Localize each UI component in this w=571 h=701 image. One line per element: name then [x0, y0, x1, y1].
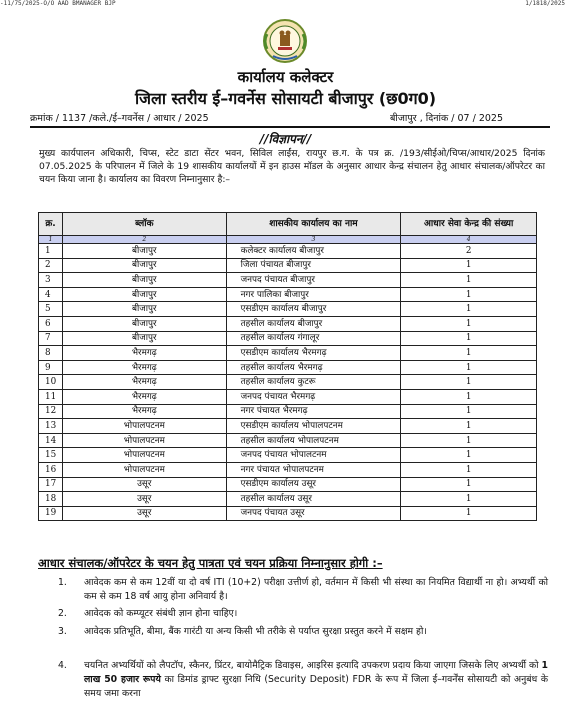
table-row: [39, 462, 537, 477]
serial-cell: 18: [39, 492, 63, 507]
serial-cell: 15: [39, 448, 63, 463]
criterion-number: 1.: [58, 577, 67, 588]
table-row: [39, 492, 537, 507]
serial-cell: 19: [39, 506, 63, 521]
serial-cell: 2: [39, 258, 63, 273]
security-amount: 1 लाख 50 हजार रूपये: [84, 660, 549, 685]
office-name-cell: एसडीएम कार्यालय भैरमगढ़: [226, 346, 401, 361]
intro-paragraph: मुख्य कार्यपालन अधिकारी, चिप्स, स्टेट डाटा सेंटर भवन, सिविल लाईंस, रायपुर छ.ग. के पत्र क्र. /193/सीईओ/चिप्स/आधार/2025 दिनांक 07.05.2025 के परिपालन में जिले के 19 शासकीय कार्यालयों में इन हाउस मॉडल के अनुसार आधार केन्द्र संचालन हेतु आधार संचालक/ऑपरेटर का चयन किया जाना है। कार्यालय का विवरण निम्नानुसार है:–: [39, 148, 545, 185]
serial-cell: 10: [39, 375, 63, 390]
block-cell: भैरमगढ़: [62, 375, 226, 390]
table-row: [39, 433, 537, 448]
table-row: [39, 258, 537, 273]
criterion-item: [58, 659, 548, 701]
column-number: 3: [226, 236, 401, 244]
block-cell: बीजापुर: [62, 287, 226, 302]
office-name-cell: कलेक्टर कार्यालय बीजापुर: [226, 244, 401, 259]
office-name-cell: एसडीएम कार्यालय बीजापुर: [226, 302, 401, 317]
table-row: [39, 404, 537, 419]
center-count-cell: 1: [401, 258, 537, 273]
block-cell: बीजापुर: [62, 302, 226, 317]
table-body: [39, 244, 537, 521]
table-row: [39, 287, 537, 302]
serial-cell: 4: [39, 287, 63, 302]
table-row: [39, 375, 537, 390]
criterion-number: 2.: [58, 608, 67, 619]
office-name-cell: जनपद पंचायत भोपालटनम: [226, 448, 401, 463]
serial-cell: 12: [39, 404, 63, 419]
block-cell: बीजापुर: [62, 273, 226, 288]
serial-cell: 16: [39, 462, 63, 477]
center-count-cell: 1: [401, 273, 537, 288]
block-cell: भैरमगढ़: [62, 360, 226, 375]
office-name-cell: जनपद पंचायत बीजापुर: [226, 273, 401, 288]
state-emblem-icon: [259, 18, 311, 64]
center-count-cell: 1: [401, 433, 537, 448]
office-name-cell: नगर पंचायत भोपालपटनम: [226, 462, 401, 477]
center-count-cell: 1: [401, 302, 537, 317]
office-name-cell: नगर पालिका बीजापुर: [226, 287, 401, 302]
block-cell: उसूर: [62, 477, 226, 492]
block-cell: भोपालपटनम: [62, 462, 226, 477]
office-name-cell: तहसील कार्यालय गंगालूर: [226, 331, 401, 346]
block-cell: भैरमगढ़: [62, 404, 226, 419]
serial-cell: 7: [39, 331, 63, 346]
criterion-text: आवेदक कम से कम 12वीं या दो वर्ष ITI (10+2) परीक्षा उत्तीर्ण हो, वर्तमान में किसी भी संस्था का नियमित विद्यार्थी ना हो। अभ्यर्थी को कम से कम 18 वर्ष आयु होना अनिवार्य है।: [84, 577, 548, 602]
serial-cell: 1: [39, 244, 63, 259]
criterion-text: आवेदक को कम्प्यूटर संबंधी ज्ञान होना चाहिए।: [84, 608, 238, 619]
serial-cell: 8: [39, 346, 63, 361]
file-ref-top-left: -11/75/2025-O/O AAD BMANAGER BJP: [0, 0, 116, 7]
office-name-cell: तहसील कार्यालय भैरमगढ़: [226, 360, 401, 375]
block-cell: बीजापुर: [62, 331, 226, 346]
center-count-cell: 1: [401, 404, 537, 419]
block-cell: बीजापुर: [62, 258, 226, 273]
office-name-cell: तहसील कार्यालय बीजापुर: [226, 316, 401, 331]
column-number-row: [39, 236, 537, 244]
office-name-cell: तहसील कार्यालय कुटरू: [226, 375, 401, 390]
table-row: [39, 302, 537, 317]
block-cell: भैरमगढ़: [62, 346, 226, 361]
header-block: ब्लॉक: [62, 213, 226, 236]
office-name-cell: तहसील कार्यालय भोपालपटनम: [226, 433, 401, 448]
serial-cell: 11: [39, 389, 63, 404]
eligibility-heading: आधार संचालक/ऑपरेटर के चयन हेतु पात्रता एवं चयन प्रक्रिया निम्नानुसार होगी :–: [38, 556, 383, 570]
criterion-item: [58, 625, 548, 639]
table-row: [39, 506, 537, 521]
office-name-cell: जनपद पंचायत उसूर: [226, 506, 401, 521]
serial-cell: 9: [39, 360, 63, 375]
center-count-cell: 2: [401, 244, 537, 259]
table-row: [39, 389, 537, 404]
table-row: [39, 448, 537, 463]
center-count-cell: 1: [401, 506, 537, 521]
table-row: [39, 331, 537, 346]
block-cell: उसूर: [62, 506, 226, 521]
block-cell: भोपालपटनम: [62, 419, 226, 434]
table-row: [39, 273, 537, 288]
office-table: [38, 212, 537, 521]
center-count-cell: 1: [401, 287, 537, 302]
center-count-cell: 1: [401, 375, 537, 390]
notice-title: //विज्ञापन//: [259, 132, 312, 146]
table-row: [39, 477, 537, 492]
block-cell: भैरमगढ़: [62, 389, 226, 404]
reference-date: बीजापुर , दिनांक / 07 / 2025: [390, 113, 504, 124]
organization-title: जिला स्तरीय ई–गवर्नेस सोसायटी बीजापुर (छ0ग0): [134, 89, 437, 108]
column-number: 1: [39, 236, 63, 244]
column-number: 4: [401, 236, 537, 244]
table-row: [39, 316, 537, 331]
criterion-item: [58, 576, 548, 604]
serial-cell: 17: [39, 477, 63, 492]
criterion-text: आवेदक प्रतिभूति, बीमा, बैंक गारंटी या अन्य किसी भी तरीके से पर्याप्त सुरक्षा प्रस्तुत करने में सक्षम हो।: [84, 626, 427, 637]
center-count-cell: 1: [401, 346, 537, 361]
header-serial: क्र.: [39, 213, 63, 236]
serial-cell: 3: [39, 273, 63, 288]
center-count-cell: 1: [401, 492, 537, 507]
center-count-cell: 1: [401, 360, 537, 375]
criterion-number: 4.: [58, 660, 67, 671]
office-name-cell: जनपद पंचायत भैरमगढ़: [226, 389, 401, 404]
reference-number: क्रमांक / 1137 /कले./ई–गवर्नेस / आधार / 2025: [30, 113, 209, 124]
reference-line: [30, 110, 550, 128]
block-cell: बीजापुर: [62, 244, 226, 259]
center-count-cell: 1: [401, 462, 537, 477]
table-row: [39, 244, 537, 259]
office-name-cell: जिला पंचायत बीजापुर: [226, 258, 401, 273]
serial-cell: 13: [39, 419, 63, 434]
block-cell: उसूर: [62, 492, 226, 507]
center-count-cell: 1: [401, 316, 537, 331]
office-name-cell: नगर पंचायत भैरमगढ़: [226, 404, 401, 419]
office-title: कार्यालय कलेक्टर: [237, 68, 334, 86]
criterion-item: [58, 607, 548, 621]
center-count-cell: 1: [401, 477, 537, 492]
table-row: [39, 346, 537, 361]
block-cell: बीजापुर: [62, 316, 226, 331]
table-header-row: [39, 213, 537, 236]
center-count-cell: 1: [401, 331, 537, 346]
center-count-cell: 1: [401, 419, 537, 434]
header-office-name: शासकीय कार्यालय का नाम: [226, 213, 401, 236]
file-ref-top-right: 1/1818/2025: [525, 0, 565, 7]
block-cell: भोपालपटनम: [62, 448, 226, 463]
table-row: [39, 419, 537, 434]
office-name-cell: एसडीएम कार्यालय भोपालपटनम: [226, 419, 401, 434]
serial-cell: 14: [39, 433, 63, 448]
header-center-count: आधार सेवा केन्द्र की संख्या: [401, 213, 537, 236]
office-name-cell: एसडीएम कार्यालय उसूर: [226, 477, 401, 492]
table-row: [39, 360, 537, 375]
criterion-text: [84, 659, 548, 701]
center-count-cell: 1: [401, 448, 537, 463]
criterion-text-part: का डिमांड ड्राफ्ट सुरक्षा निधि (Security Deposit) FDR के रूप में जिला ई–गवर्नेंस सोसायटी को अनुबंध के समय जमा करना: [84, 674, 548, 699]
criterion-number: 3.: [58, 626, 67, 637]
office-name-cell: तहसील कार्यालय उसूर: [226, 492, 401, 507]
serial-cell: 5: [39, 302, 63, 317]
block-cell: भोपालपटनम: [62, 433, 226, 448]
column-number: 2: [62, 236, 226, 244]
serial-cell: 6: [39, 316, 63, 331]
criterion-text-part: चयनित अभ्यर्थियों को लैपटॉप, स्कैनर, प्रिंटर, बायोमैट्रिक डिवाइस, आइरिस इत्यादि उपकरण प्रदाय किया जाएगा जिसके लिए अभ्यर्थी को: [84, 660, 542, 671]
center-count-cell: 1: [401, 389, 537, 404]
